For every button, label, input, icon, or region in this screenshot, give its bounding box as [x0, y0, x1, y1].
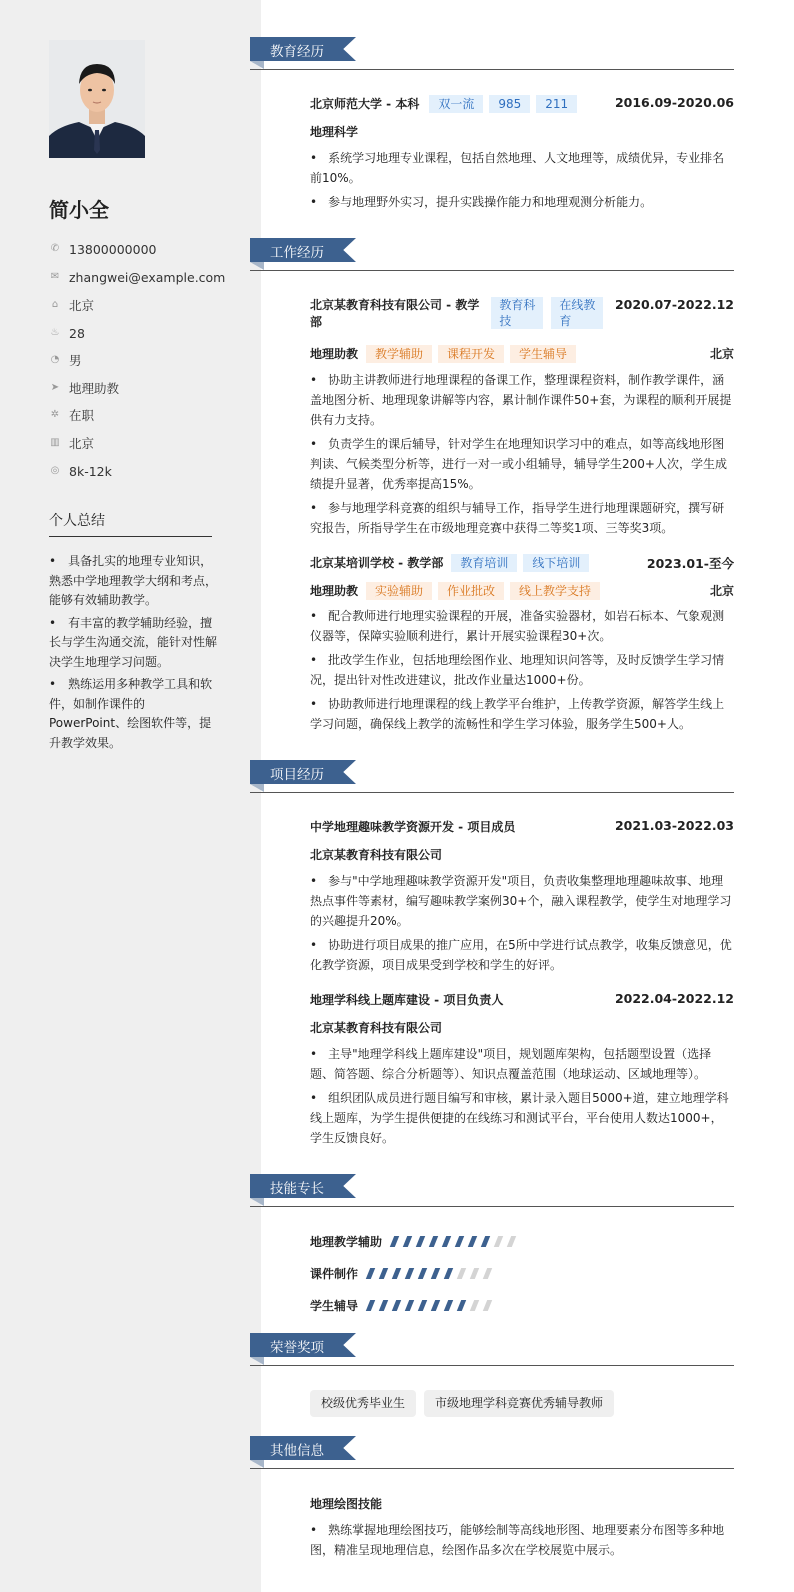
other-title: 地理绘图技能	[310, 1497, 383, 1511]
skill-segment-filled	[444, 1300, 453, 1311]
skill-segment-filled	[431, 1268, 440, 1279]
section-divider	[250, 270, 734, 271]
skill-segment-filled	[444, 1268, 453, 1279]
skill-segment-filled	[418, 1268, 427, 1279]
work-date: 2020.07-2022.12	[614, 297, 734, 312]
skill-segment-filled	[429, 1236, 438, 1247]
list-item: • 协助教师进行地理课程的线上教学平台维护，上传教学资源，解答学生线上学习问题，确保线上教学的流畅性和学生学习体验，服务学生500+人。	[310, 694, 734, 734]
position-value: 地理助教	[69, 381, 120, 396]
skill-segment-empty	[470, 1268, 479, 1279]
education-header	[310, 95, 734, 113]
school-name: 北京师范大学 - 本科	[310, 97, 420, 111]
honor-chip: 市级地理学科竞赛优秀辅导教师	[424, 1390, 614, 1417]
status-icon: ✲	[50, 409, 60, 420]
section-header-project	[250, 760, 356, 786]
role: 地理助教	[310, 347, 359, 361]
project-date: 2021.03-2022.03	[614, 818, 734, 833]
info-age	[49, 324, 85, 342]
summary-divider	[49, 536, 212, 537]
skill-row	[310, 1297, 498, 1314]
tag-line: 育	[559, 314, 572, 328]
project-header	[310, 818, 734, 835]
city-value: 北京	[69, 436, 95, 451]
skill-segment-filled	[468, 1236, 477, 1247]
gender-icon: ◔	[50, 354, 60, 365]
info-city	[49, 434, 94, 452]
section-title: 技能专长	[270, 1181, 324, 1197]
list-item: • 参与地理野外实习，提升实践操作能力和地理观测分析能力。	[310, 192, 734, 212]
summary-item: • 有丰富的教学辅助经验，擅长与学生沟通交流，能针对性解决学生地理学习问题。	[49, 614, 219, 673]
list-item: • 主导"地理学科线上题库建设"项目，规划题库架构，包括题型设置（选择题、简答题、综合分析题等）、知识点覆盖范围（地球运动、区域地理等）。	[310, 1044, 734, 1084]
tag	[551, 297, 603, 329]
info-gender	[49, 351, 82, 369]
phone-icon: ✆	[50, 243, 60, 254]
project-list	[310, 871, 734, 979]
project-name: 中学地理趣味教学资源开发 - 项目成员	[310, 820, 516, 834]
major: 地理科学	[310, 125, 359, 139]
section-title: 项目经历	[270, 767, 324, 783]
section-title: 荣誉奖项	[270, 1340, 324, 1356]
skill-segment-filled	[379, 1268, 388, 1279]
work-city: 北京	[709, 584, 734, 598]
role-tag: 实验辅助	[366, 582, 432, 600]
info-location	[49, 296, 94, 314]
role-tag: 学生辅导	[510, 345, 576, 363]
work-header	[310, 297, 734, 331]
section-divider	[250, 1468, 734, 1469]
project-list	[310, 1044, 734, 1152]
project-name: 地理学科线上题库建设 - 项目负责人	[310, 993, 504, 1007]
skill-segment-empty	[483, 1268, 492, 1279]
summary-item: • 具备扎实的地理专业知识，熟悉中学地理教学大纲和考点，能够有效辅助教学。	[49, 552, 219, 611]
skill-level-bar	[368, 1300, 498, 1311]
tag-line: 技	[499, 314, 512, 328]
info-salary	[49, 462, 112, 480]
skill-segment-filled	[405, 1268, 414, 1279]
skill-segment-filled	[403, 1236, 412, 1247]
list-item: • 熟练掌握地理绘图技巧，能够绘制等高线地形图、地理要素分布图等多种地图，精准呈现地理信息，绘图作品多次在学校展览中展示。	[310, 1520, 734, 1560]
project-org: 北京某教育科技有限公司	[310, 1021, 443, 1035]
skill-segment-filled	[416, 1236, 425, 1247]
section-title: 工作经历	[270, 245, 324, 261]
list-item: • 组织团队成员进行题目编写和审核，累计录入题目5000+道，建立地理学科线上题库，为学生提供便捷的在线练习和测试平台，平台使用人数达1000+，学生反馈良好。	[310, 1088, 734, 1148]
work-role-row	[310, 582, 734, 600]
skill-segment-filled	[457, 1300, 466, 1311]
candidate-name: 简小全	[49, 198, 109, 222]
skill-level-bar	[368, 1268, 498, 1279]
skill-name: 地理教学辅助	[310, 1235, 383, 1249]
skill-segment-filled	[418, 1300, 427, 1311]
phone-value: 13800000000	[69, 241, 157, 257]
skill-segment-filled	[392, 1300, 401, 1311]
tag: 教育培训	[451, 554, 517, 572]
skill-segment-empty	[483, 1300, 492, 1311]
summary-title: 个人总结	[49, 513, 105, 529]
home-icon: ⌂	[51, 299, 59, 310]
company-name	[310, 297, 479, 331]
list-item: • 配合教师进行地理实验课程的开展，准备实验器材，如岩石标本、气象观测仪器等，保障实验顺利进行，累计开展实验课程30+次。	[310, 606, 734, 646]
skill-level-bar	[392, 1236, 522, 1247]
tag: 线下培训	[523, 554, 589, 572]
section-header-other	[250, 1436, 356, 1462]
skill-segment-filled	[366, 1268, 375, 1279]
section-header-education	[250, 37, 356, 63]
building-icon: ▥	[50, 437, 60, 448]
list-item: • 负责学生的课后辅导，针对学生在地理知识学习中的难点，如等高线地形图判读、气候类型分析等，进行一对一或小组辅导，辅导学生200+人次，学生成绩提升显著，优秀率提高15%。	[310, 434, 734, 494]
age-value: 28	[69, 325, 85, 341]
tag: 双一流	[429, 95, 483, 113]
list-item: • 参与"中学地理趣味教学资源开发"项目，负责收集整理地理趣味故事、地理热点事件等素材，编写趣味教学案例30+个，融入课程教学，使学生对地理学习的兴趣提升20%。	[310, 871, 734, 931]
list-item: • 参与地理学科竞赛的组织与辅导工作，指导学生进行地理课题研究，撰写研究报告，所指导学生在市级地理竞赛中获得二等奖1项、三等奖3项。	[310, 498, 734, 538]
education-list	[310, 148, 734, 216]
list-item: • 批改学生作业，包括地理绘图作业、地理知识问答等，及时反馈学生学习情况，提出针对性改进建议，批改作业量达1000+份。	[310, 650, 734, 690]
tag-line: 教育科	[499, 298, 536, 312]
section-divider	[250, 69, 734, 70]
list-item: • 协助进行项目成果的推广应用，在5所中学进行试点教学，收集反馈意见，优化教学资源，项目成果受到学校和学生的好评。	[310, 935, 734, 975]
tag-line: 在线教	[559, 298, 596, 312]
info-position	[49, 379, 119, 397]
skill-segment-empty	[457, 1268, 466, 1279]
role-tag: 教学辅助	[366, 345, 432, 363]
project-org: 北京某教育科技有限公司	[310, 848, 443, 862]
list-item: • 协助主讲教师进行地理课程的备课工作，整理课程资料，制作教学课件，涵盖地图分析、地理现象讲解等内容，累计制作课件50+套，为课程的顺利开展提供有力支持。	[310, 370, 734, 430]
skill-segment-empty	[470, 1300, 479, 1311]
skill-row	[310, 1265, 498, 1282]
project-date: 2022.04-2022.12	[614, 991, 734, 1006]
location-value: 北京	[69, 298, 95, 313]
tag	[491, 297, 543, 329]
tag: 985	[489, 95, 530, 113]
skill-segment-filled	[366, 1300, 375, 1311]
skill-row	[310, 1233, 522, 1250]
skill-segment-empty	[494, 1236, 503, 1247]
info-phone	[49, 240, 156, 258]
other-list	[310, 1520, 734, 1564]
work-city: 北京	[709, 347, 734, 361]
work-list	[310, 606, 734, 738]
skill-segment-filled	[379, 1300, 388, 1311]
skill-segment-filled	[390, 1236, 399, 1247]
info-email	[49, 268, 225, 286]
company-name: 北京某培训学校 - 教学部	[310, 556, 444, 570]
role-tag: 课程开发	[438, 345, 504, 363]
section-title: 教育经历	[270, 44, 324, 60]
summary-item: • 熟练运用多种教学工具和软件，如制作课件的PowerPoint、绘图软件等，提升教学效果。	[49, 675, 219, 753]
skill-segment-filled	[392, 1268, 401, 1279]
cake-icon: ♨	[50, 327, 60, 338]
work-date: 2023.01-至今	[646, 556, 734, 571]
section-divider	[250, 792, 734, 793]
role-tag: 作业批改	[438, 582, 504, 600]
status-value: 在职	[69, 408, 95, 423]
section-divider	[250, 1206, 734, 1207]
skill-segment-filled	[455, 1236, 464, 1247]
section-title: 其他信息	[270, 1443, 324, 1459]
email-value: zhangwei@example.com	[69, 269, 226, 285]
section-header-skills	[250, 1174, 356, 1200]
list-item: • 系统学习地理专业课程，包括自然地理、人文地理等，成绩优异，专业排名前10%。	[310, 148, 734, 188]
info-status	[49, 406, 94, 424]
work-role-row	[310, 345, 734, 363]
sidebar	[0, 0, 261, 1592]
gender-value: 男	[69, 353, 82, 368]
skill-segment-filled	[431, 1300, 440, 1311]
skill-segment-filled	[442, 1236, 451, 1247]
education-date: 2016.09-2020.06	[614, 95, 734, 110]
skill-name: 课件制作	[310, 1267, 359, 1281]
avatar-photo	[49, 40, 145, 158]
honor-chip: 校级优秀毕业生	[310, 1390, 416, 1417]
send-icon: ➤	[50, 382, 60, 393]
skill-name: 学生辅导	[310, 1299, 359, 1313]
role: 地理助教	[310, 584, 359, 598]
skill-segment-filled	[481, 1236, 490, 1247]
project-header	[310, 991, 734, 1008]
work-header	[310, 554, 734, 572]
coin-icon: ◎	[50, 465, 60, 476]
tag: 211	[536, 95, 577, 113]
skill-segment-filled	[405, 1300, 414, 1311]
summary-list	[49, 552, 219, 756]
mail-icon: ✉	[50, 271, 60, 282]
section-header-work	[250, 238, 356, 264]
company-line: 北京某教育科技有限公司 - 教学	[310, 298, 480, 312]
company-line: 部	[310, 315, 323, 329]
salary-value: 8k-12k	[69, 463, 112, 479]
section-divider	[250, 1365, 734, 1366]
skill-segment-empty	[507, 1236, 516, 1247]
role-tag: 线上教学支持	[510, 582, 600, 600]
work-list	[310, 370, 734, 542]
section-header-honors	[250, 1333, 356, 1359]
